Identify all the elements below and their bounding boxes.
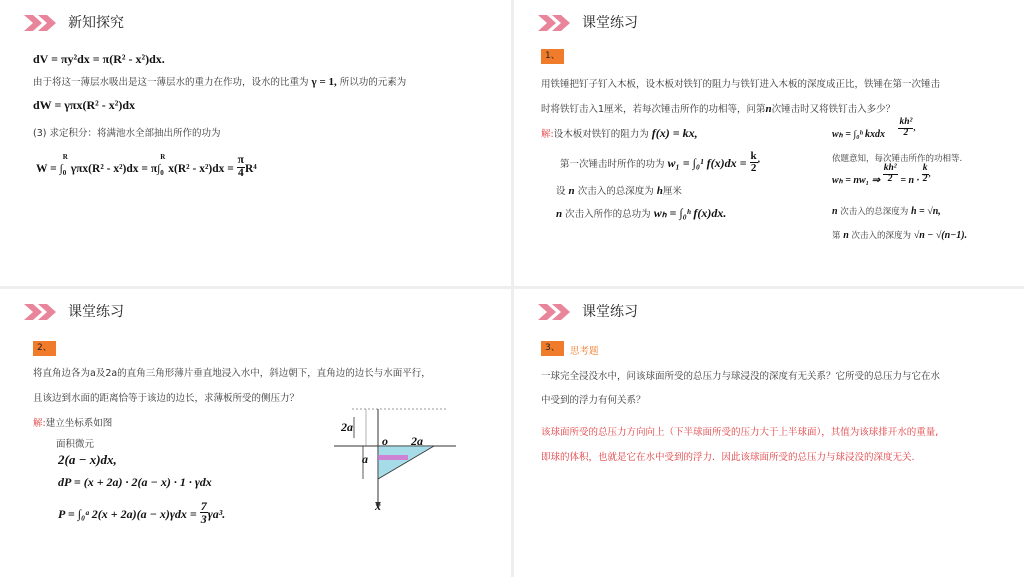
label-x-axis: x <box>375 499 381 513</box>
text-line: 所以功的元素为 <box>339 77 407 88</box>
right-eq-2: wₕ = nw₁ ⇒ $\frac{\text{kh²}}{2}$ = n · $\frac{k}{2}$ , <box>832 163 931 186</box>
double-chevron-icon <box>24 13 62 33</box>
text-line: 由于将这一薄层水吸出是这一薄层水的重力在作功，设水的比重为 <box>33 77 309 88</box>
problem-line-2: 且该边到水面的距离恰等于该边的边长，求薄板所受的侧压力？ <box>33 393 300 404</box>
slide-exercise-3 <box>514 289 1024 577</box>
equation-dw: dW = γπx(R² - x²)dx <box>33 98 136 112</box>
solution-line-3: 设 n 次击入的总深度为 h厘米 <box>556 185 682 197</box>
thinking-question-label: 思考题 <box>570 346 599 357</box>
label-2a-left: 2a <box>341 420 353 434</box>
slide-title: 新知探究 <box>68 15 124 31</box>
slide-title: 课堂练习 <box>582 15 638 31</box>
equation-work: W = ∫ R 0 γπx(R² - x²)dx = π∫ R 0 x(R² - x²)dx = $\frac{\pi}{4}$ R⁴ <box>36 153 257 179</box>
problem-line-1: 用铁锤把钉子钉入木板，设木板对铁钉的阻力与铁钉进入木板的深度成正比，铁锤在第一次锤击 <box>541 79 941 90</box>
answer-line-1: 该球面所受的总压力方向向上（下半球面所受的压力大于上半球面），其值为该球排开水的重量, <box>541 427 939 438</box>
problem-line-2: 时将铁钉击入1厘米，若每次锤击所作的功相等，问第n次锤击时又将铁钉击入多少？ <box>541 103 896 115</box>
slide-exercise-1 <box>514 0 1024 286</box>
gamma-value: γ = 1, <box>311 76 337 88</box>
solution-line-4: n 次击入所作的总功为 wₕ = ∫₀ʰ f(x)dx. <box>556 206 727 220</box>
area-element-label: 面积微元 <box>56 439 95 450</box>
equation-dv: dV = πy²dx = π(R² - x²)dx. <box>33 52 165 66</box>
problem-line-1: 一球完全浸没水中，问该球面所受的总压力与球浸没的深度有无关系？它所受的总压力与它在水 <box>541 371 941 382</box>
equation-area: 2(a − x)dx, <box>58 452 117 467</box>
problem-line-2: 中受到的浮力有何关系？ <box>541 395 646 406</box>
double-chevron-icon <box>538 302 576 322</box>
answer-line-2: 即球的体积，也就是它在水中受到的浮力．因此该球面所受的总压力与球浸没的深度无关. <box>541 452 915 463</box>
slide-header <box>538 302 638 322</box>
double-chevron-icon <box>24 302 62 322</box>
problem-line-1: 将直角边各为a及2a的直角三角形薄片垂直地浸入水中，斜边朝下，直角边的边长与水面平行， <box>33 368 431 379</box>
right-eq-1: wₕ = ∫₀ʰ kxdx $\frac{\text{kh²}}{2}$ , <box>832 117 916 140</box>
label-2a-right: 2a <box>411 434 423 448</box>
triangle-diagram <box>330 401 460 519</box>
solution-line-2: 第一次锤击时所作的功为 w₁ = ∫₀¹ f(x)dx = $\frac{k}{2}$ , <box>560 150 760 174</box>
slide-title: 课堂练习 <box>68 304 124 320</box>
solution-line-1: 解:设木板对铁钉的阻力为 f(x) = kx, <box>541 126 698 140</box>
solution-line-1: 解:建立坐标系如图 <box>33 418 113 429</box>
right-text-nth-depth: 第 n 次击入的深度为 √n − √(n−1). <box>832 230 968 241</box>
equation-p: P = ∫₀ᵃ 2(x + 2a)(a − x)γdx = $\frac{7}{3}$ γa³. <box>58 499 226 526</box>
right-text-total-depth: n 次击入的总深度为 h = √n, <box>832 206 941 217</box>
equation-dp: dP = (x + 2a) · 2(a − x) · 1 · γdx <box>58 475 212 489</box>
label-a: a <box>362 452 368 466</box>
right-text-equal-work: 依题意知，每次锤击所作的功相等. <box>832 154 963 164</box>
slide-header <box>538 13 638 33</box>
exercise-number-badge: 3、 <box>541 341 564 356</box>
slide-new-knowledge <box>0 0 511 286</box>
double-chevron-icon <box>538 13 576 33</box>
exercise-number-badge: 2、 <box>33 341 56 356</box>
step-3-text: (3) 求定积分：将满池水全部抽出所作的功为 <box>33 128 221 139</box>
slide-header <box>24 302 124 322</box>
label-origin: o <box>382 434 388 448</box>
slide-exercise-2 <box>0 289 511 577</box>
exercise-number-badge: 1、 <box>541 49 564 64</box>
slide-header <box>24 13 124 33</box>
slide-title: 课堂练习 <box>582 304 638 320</box>
